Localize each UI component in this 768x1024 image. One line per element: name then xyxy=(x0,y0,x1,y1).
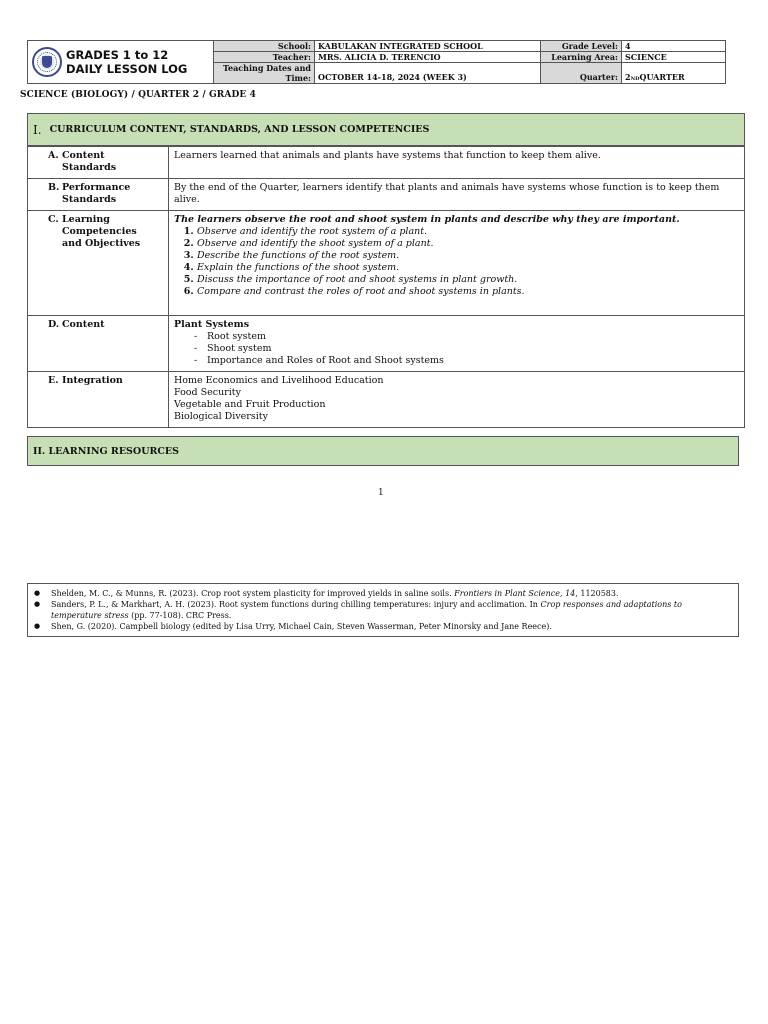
objective-item: 2. Observe and identify the shoot system of a plant. xyxy=(197,238,739,250)
row-label-line: Learning xyxy=(62,214,110,225)
section-learning-resources-title: II. LEARNING RESOURCES xyxy=(33,445,180,457)
header-title-cell xyxy=(28,41,214,83)
row-label-line: Content xyxy=(62,319,105,330)
objective-item: 3. Describe the functions of the root system. xyxy=(197,250,739,262)
row-letter: E. xyxy=(48,375,59,386)
reference-text: Sanders, P. L., & Markhart, A. H. (2023). Root system functions during chilling temperatures: injury and acclimation. In xyxy=(51,600,541,609)
table-row-content xyxy=(28,316,745,372)
school-value: KABULAKAN INTEGRATED SCHOOL xyxy=(315,41,541,52)
reference-item xyxy=(51,599,732,621)
row-label-line: Performance xyxy=(62,182,131,193)
section-numeral: I. xyxy=(33,122,42,137)
integration-item: Home Economics and Livelihood Education xyxy=(174,375,384,386)
reference-item xyxy=(51,621,732,632)
header-info-grid xyxy=(214,41,725,83)
integration-text xyxy=(169,372,745,428)
teaching-dates-value: OCTOBER 14-18, 2024 (WEEK 3) xyxy=(315,63,541,83)
row-label-line: Content xyxy=(62,150,105,161)
reference-italic: Crop responses and adaptations to temperature stress xyxy=(51,600,682,620)
row-letter: A. xyxy=(48,150,59,161)
reference-text: Shelden, M. C., & Munns, R. (2023). Crop root system plasticity for improved yields in saline soils. xyxy=(51,589,455,598)
integration-item: Food Security xyxy=(174,387,241,398)
header-title-line1: GRADES 1 to 12 xyxy=(66,48,169,62)
curriculum-table xyxy=(27,146,745,428)
learning-area-value: SCIENCE xyxy=(622,52,725,63)
integration-item: Biological Diversity xyxy=(174,411,268,422)
quarter-label: Quarter: xyxy=(541,63,622,83)
integration-item: Vegetable and Fruit Production xyxy=(174,399,326,410)
reference-italic: Frontiers in Plant Science, 14 xyxy=(454,589,576,598)
objectives-list xyxy=(174,226,739,298)
content-topic-item: - Root system xyxy=(194,331,739,343)
content-standards-text: Learners learned that animals and plants have systems that function to keep them alive. xyxy=(169,147,745,179)
teacher-label: Teacher: xyxy=(214,52,315,63)
subject-line: SCIENCE (BIOLOGY) / QUARTER 2 / GRADE 4 xyxy=(20,90,256,100)
grade-level-label: Grade Level: xyxy=(541,41,622,52)
quarter-value-suffix: ND xyxy=(630,76,640,82)
row-label-line: and Objectives xyxy=(62,238,141,249)
teacher-value: MRS. ALICIA D. TERENCIO xyxy=(315,52,541,63)
content-standards-label xyxy=(28,147,169,179)
deped-seal-icon xyxy=(32,47,62,77)
table-row-integration xyxy=(28,372,745,428)
header-block xyxy=(27,40,726,84)
quarter-value-number: 2 xyxy=(625,72,631,82)
section-curriculum-header xyxy=(27,113,745,146)
row-label-line: Integration xyxy=(62,375,123,386)
row-letter: C. xyxy=(48,214,59,225)
references-list xyxy=(34,588,732,632)
content-label xyxy=(28,316,169,372)
reference-text: (pp. 77-108). CRC Press. xyxy=(128,611,232,620)
competencies-lead: The learners observe the root and shoot system in plants and describe why they are important. xyxy=(174,214,680,225)
reference-item xyxy=(51,588,732,599)
objective-item: 6. Compare and contrast the roles of root and shoot systems in plants. xyxy=(197,286,739,298)
page-number: 1 xyxy=(378,488,384,498)
teaching-dates-label xyxy=(214,63,315,83)
row-label-line: Standards xyxy=(62,162,117,173)
performance-standards-label xyxy=(28,179,169,211)
objective-item: 1. Observe and identify the root system of a plant. xyxy=(197,226,739,238)
row-label-line: Standards xyxy=(62,194,117,205)
table-row-content-standards xyxy=(28,147,745,179)
quarter-value-text: QUARTER xyxy=(639,72,685,82)
references-box xyxy=(27,583,739,637)
competencies-label xyxy=(28,211,169,316)
reference-text: Shen, G. (2020). Campbell biology (edited by Lisa Urry, Michael Cain, Steven Wasserman, Peter Minorsky and Jane Reece). xyxy=(51,622,552,631)
header-title xyxy=(66,48,187,76)
competencies-text xyxy=(169,211,745,316)
row-letter: D. xyxy=(48,319,60,330)
content-topic-item: - Importance and Roles of Root and Shoot systems xyxy=(194,355,739,367)
section-learning-resources-header xyxy=(27,436,739,466)
integration-label xyxy=(28,372,169,428)
objective-item: 5. Discuss the importance of root and shoot systems in plant growth. xyxy=(197,274,739,286)
header-title-line2: DAILY LESSON LOG xyxy=(66,62,188,76)
grade-level-value: 4 xyxy=(622,41,725,52)
content-topic-list xyxy=(174,331,739,367)
content-text xyxy=(169,316,745,372)
school-label: School: xyxy=(214,41,315,52)
performance-standards-text: By the end of the Quarter, learners identify that plants and animals have systems whose function is to keep them alive. xyxy=(169,179,745,211)
quarter-value xyxy=(622,63,725,83)
table-row-performance-standards xyxy=(28,179,745,211)
teaching-dates-label-line2: Time: xyxy=(285,73,311,83)
learning-area-label: Learning Area: xyxy=(541,52,622,63)
table-row-competencies xyxy=(28,211,745,316)
row-letter: B. xyxy=(48,182,60,193)
content-title: Plant Systems xyxy=(174,319,250,330)
section-curriculum-title: CURRICULUM CONTENT, STANDARDS, AND LESSON COMPETENCIES xyxy=(49,124,430,135)
objective-item: 4. Explain the functions of the shoot system. xyxy=(197,262,739,274)
reference-text: , 1120583. xyxy=(575,589,619,598)
teaching-dates-label-line1: Teaching Dates and xyxy=(222,63,311,73)
row-label-line: Competencies xyxy=(62,226,137,237)
content-topic-item: - Shoot system xyxy=(194,343,739,355)
